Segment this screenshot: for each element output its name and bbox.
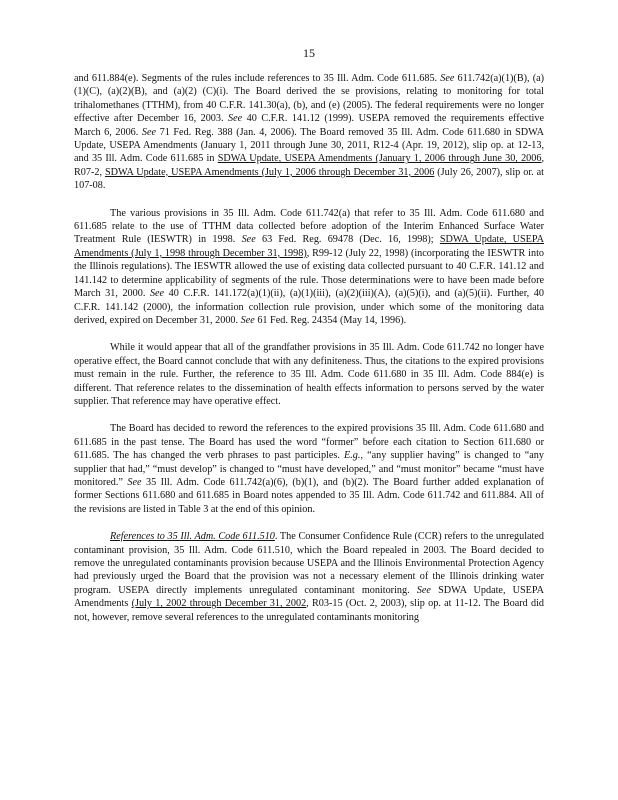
document-body bbox=[74, 72, 544, 638]
paragraph-2 bbox=[74, 207, 544, 328]
citation-signal: See bbox=[228, 113, 243, 125]
text-run: 61 Fed. Reg. 24354 (May 14, 1996). bbox=[254, 314, 407, 326]
citation-signal: See bbox=[241, 234, 256, 246]
case-citation: (July 1, 2002 through December 31, 2002 bbox=[131, 598, 307, 610]
text-run: 611.742(a)(1)(B), (a)(1)(C), (a)(2)(B), and (a)(2) (C)(i). The Board derived the se provisions, relating to monitoring for total trihalomethanes (TTHM), from 40 C.F.R. 141.30(a), (b), and (e) (2005). The federal requirements were no longer effective after December 16, 2003. bbox=[74, 73, 544, 125]
case-citation: SDWA Update, USEPA Amendments (July 1, 1998 through December 31, 1998) bbox=[74, 234, 544, 259]
text-run: and 611.884(e). Segments of the rules include references to 35 Ill. Adm. Code 611.685. bbox=[74, 73, 441, 84]
citation-signal: See bbox=[127, 476, 142, 488]
section-heading: References to 35 Ill. Adm. Code 611.510 bbox=[110, 531, 275, 543]
text-run: 40 C.F.R. 141.172(a)(1)(ii), (a)(1)(iii), (a)(2)(iii)(A), (a)(5)(i), and (a)(5)(ii). Further, 40 C.F.R. 141.142 (2000), the information collection rule provision, under which some of the monitoring data derived, expired on December 31, 2000. bbox=[74, 288, 544, 326]
text-run: , “any supplier having” is changed to “any supplier that had,” “must develop” is changed to “must have developed,” and “must monitor” became “must have monitored.” bbox=[74, 450, 544, 488]
paragraph-3 bbox=[74, 341, 544, 408]
citation-signal: See bbox=[149, 288, 165, 300]
text-run: The various provisions in 35 Ill. Adm. Code 611.742(a) that refer to 35 Ill. Adm. Code 611.680 and 611.685 relate to the use of TTHM data collected before adoption of the Interim Enhanced Surface Water Treatment Rule (IESWTR) in 1998. bbox=[74, 207, 544, 246]
text-run: While it would appear that all of the grandfather provisions in 35 Ill. Adm. Code 611.742 no longer have operative effect, the Board cannot conclude that with any definiteness. Thus, the citations to the expired provisions must remain in the rule. Further, the reference to 35 Ill. Adm. Code 611.680 in 35 Ill. Adm. Code 884(e) is different. That reference relates to the dissemination of health effects information to persons served by the water supplier. That reference may have operative effect. bbox=[74, 342, 544, 407]
text-run: , R99-12 (July 22, 1998) (incorporating the IESWTR into the Illinois regulations). The IESWTR allowed the use of existing data collected pursuant to 40 C.F.R. 141.12 and 141.142 to determine applicability of segments of the rule. Those determinations were to have been made before March 31, 2000. bbox=[74, 247, 544, 300]
paragraph-4 bbox=[74, 422, 544, 516]
text-run: (July 26, 2007), slip or. at 107-08. bbox=[74, 166, 544, 192]
citation-signal: See bbox=[240, 314, 255, 326]
text-run: 35 Ill. Adm. Code 611.742(a)(6), (b)(1), and (b)(2). The Board further added explanation of former Sections 611.680 and 611.685 in Board notes appended to 35 Ill. Adm. Code 611.742 and 611.884. All of the revisions are listed in Table 3 at the end of this opinion. bbox=[74, 476, 544, 515]
text-run: , R07-2, bbox=[74, 153, 545, 178]
citation-signal: E.g. bbox=[344, 450, 361, 462]
text-run: 63 Fed. Reg. 69478 (Dec. 16, 1998); bbox=[255, 234, 440, 246]
text-run: 40 C.F.R. 141.12 (1999). USEPA removed the requirements effective March 6, 2006. bbox=[74, 113, 544, 138]
case-citation: SDWA Update, USEPA Amendments (January 1, 2006 through June 30, 2006 bbox=[217, 153, 542, 165]
citation-signal: See bbox=[440, 73, 455, 84]
text-run: The Board has decided to reword the references to the expired provisions 35 Ill. Adm. Code 611.680 and 611.685 in the past tense. The Board has used the word “former” before each citation to Section 611.680 or 611.685. The has changed the verb phrases to past participles. bbox=[74, 423, 544, 462]
citation-signal: See bbox=[416, 584, 431, 596]
paragraph-1 bbox=[74, 72, 544, 193]
text-run: , R03-15 (Oct. 2, 2003), slip op. at 11-12. The Board did not, however, remove several references to the unregulated contaminants monitoring bbox=[74, 598, 545, 623]
page-number: 15 bbox=[303, 46, 315, 60]
citation-signal: See bbox=[141, 126, 157, 138]
text-run: 71 Fed. Reg. 388 (Jan. 4, 2006). The Board removed 35 Ill. Adm. Code 611.680 in SDWA Update, USEPA Amendments (January 1, 2011 through June 30, 2011, R12-4 (Apr. 19, 2012), slip op. at 12-13, and 35 Ill. Adm. Code 611.685 in bbox=[74, 126, 545, 165]
text-run: . The Consumer Confidence Rule (CCR) refers to the unregulated contaminant provision, 35 Ill. Adm. Code 611.510, which the Board repealed in 2003. The Board decided to remove the unregulated contaminants provision because USEPA and the Illinois Environmental Protection Agency had previously urged the Board that the provision was not a necessary element of the Illinois drinking water program. USEPA directly implements unregulated contaminant monitoring. bbox=[74, 531, 544, 596]
case-citation: SDWA Update, USEPA Amendments (July 1, 2006 through December 31, 2006 bbox=[104, 166, 435, 178]
paragraph-5 bbox=[74, 530, 544, 624]
text-run: SDWA Update, USEPA Amendments bbox=[74, 584, 544, 610]
